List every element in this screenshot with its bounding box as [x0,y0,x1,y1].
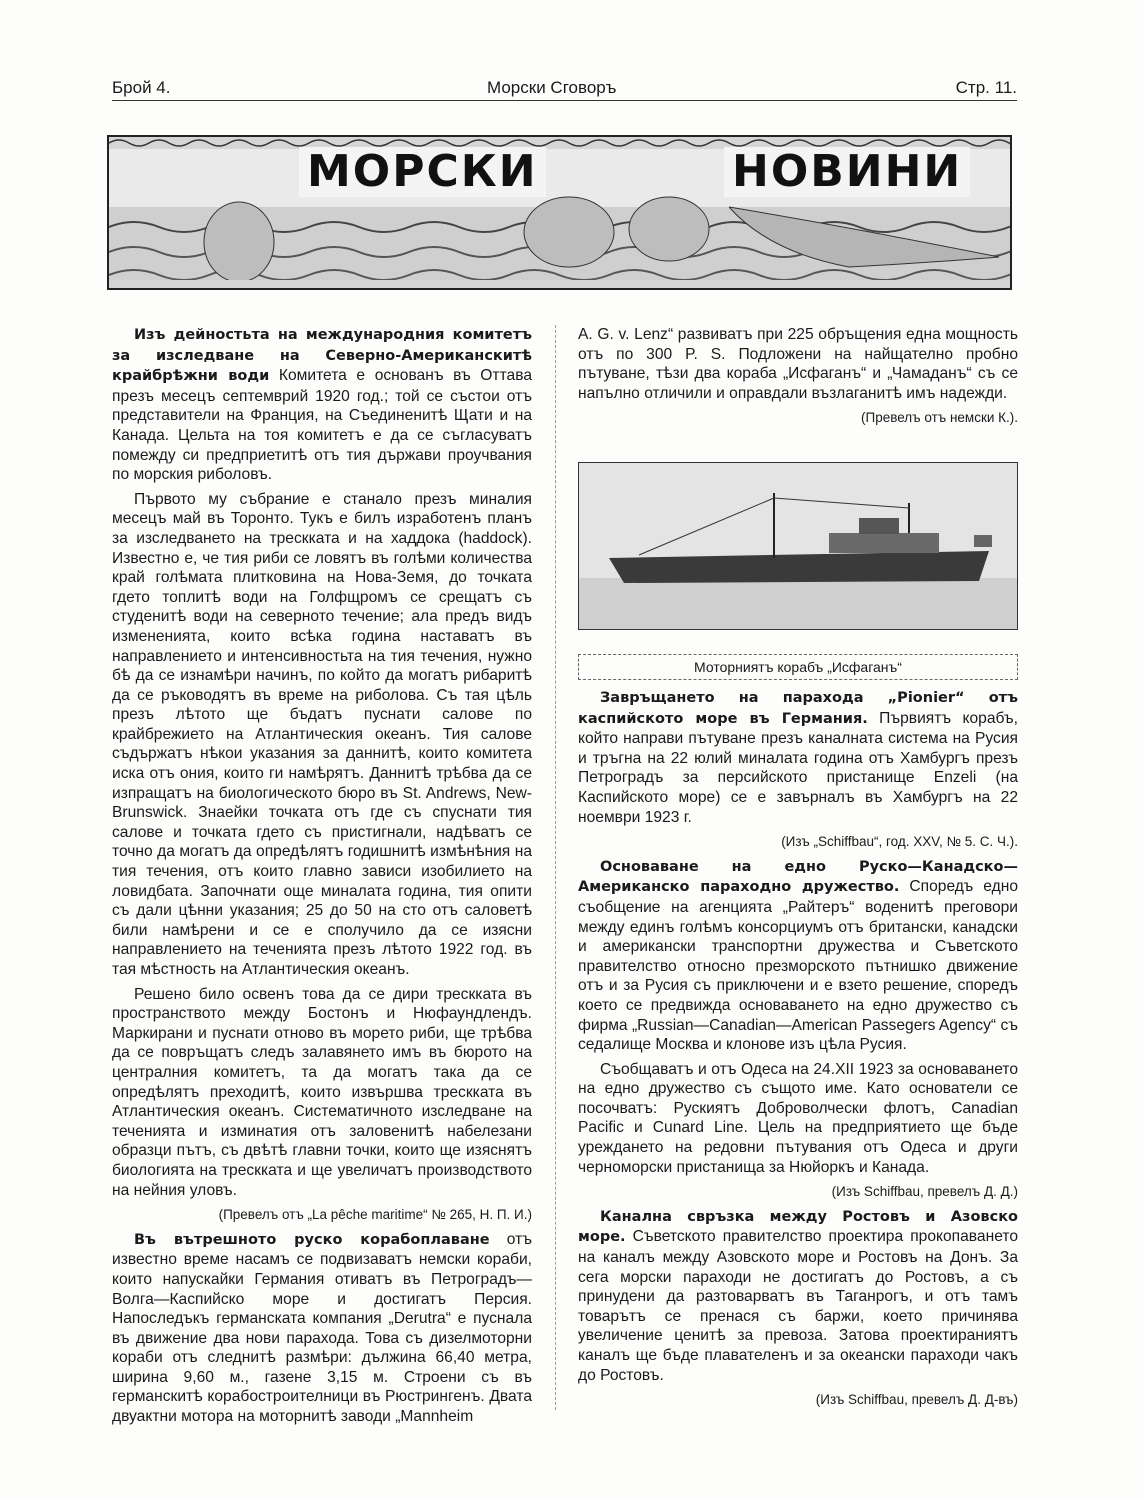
article-shipping-company [578,857,1018,1055]
paragraph: A. G. v. Lenz“ развиватъ при 225 обръщения една мощность отъ по 300 P. S. Подложени на найщателно пробно пътуване, тѣзи два кораба „Исфаганъ“ и „Чамаданъ“ съ се напълно отличили и оправдали възлаганитѣ имъ надежди. [578,326,1018,402]
ship-illustration [579,463,1018,630]
article-heading: Изъ дейностьта на международния комитетъ за изследване на Северно-Американскитѣ крайбрѣжни води [112,327,532,385]
banner-title-right: НОВИНИ [724,147,970,197]
article-text: Първиятъ корабъ, който направи пътуване презъ каналната система на Русия и тръгна на 22 юлий миналата година отъ Хамбургъ презъ Петроградъ за персийското пристанище Enzeli (на Каспийското море) се е завърналъ въ Хамбургъ на 22 ноември 1923 г. [578,709,1018,826]
article-text: отъ известно време насамъ се подвизаватъ немски кораби, които напускайки Германия отиватъ въ Петроградъ—Волга—Каспийско море и достигатъ Персия. Напоследъкъ германската компания „Derutra“ е пуснала въ движение два нови парахода. Това съ дизелмоторни кораби отъ следнитѣ размѣри: дължина 66,40 метра, ширина 9,60 м., газене 3,15 м. Строени съ въ германскитѣ корабостроителници въ Рюстрингенъ. Двата двуактни мотора на моторнитѣ заводи „Mannheim [112,1230,532,1426]
article-text: Съветското правителство проектира прокопаването на каналъ между Азовското море и Ростовъ на Донъ. За сега морски параходи не достигатъ до Ростовъ, а съ принудени да разтоварватъ въ Таганрогъ, и отъ тамъ товарътъ се пренася съ баржи, което причинява увеличение ценитѣ за превоза. Затова проектираниятъ каналъ ще бъде плавателенъ и за океански параходи чакъ до Ростовъ. [578,1228,1018,1384]
article-heading: Основаване на едно Руско—Канадско—Американско параходно дружество. [578,858,1018,896]
paragraph: Решено било освенъ това да се дири трескката въ пространството между Бостонъ и Нюфаундлендъ. Маркирани и пуснати отново въ морето риби, ще трѣбва да се повръщатъ следъ залавянето имъ въ бюрото на централния комитетъ, та да могатъ така да се опредѣлятъ преходитѣ, които извършва трескката въ Атлантическия океанъ. Систематичното изследване на теченията и изминатия отъ заловенитѣ набелезани образци пътъ, съ двѣтѣ главни точки, които ще изяснятъ биологията на трескката и ще увеличатъ производството на нейния уловъ. [112,985,532,1199]
page-number: Стр. 11. [955,78,1017,97]
paragraph: Съобщаватъ и отъ Одеса на 24.XII 1923 за основаването на едно дружество съ същото име. Като основатели се посочватъ: Рускиятъ Доброволчески флотъ, Canadian Pacific и Cunard Line. Цель на предприятието ще бъде уреждането на редовни пътувания отъ Одеса и други черноморски пристанища за Нюйоркъ и Канада. [578,1060,1018,1176]
right-column-bottom [578,688,1018,1415]
banner-title-left: МОРСКИ [299,147,546,197]
article-credit: (Изъ „Schiffbau“, год. XXV, № 5. С. Ч.). [781,834,1018,850]
article-heading: Завръщането на парахода „Pionier“ отъ каспийското море въ Германия. [578,690,1018,727]
article-pionier [578,688,1018,827]
right-column-top [578,325,1018,433]
article-committee [112,325,532,485]
article-credit: (Изъ Schiffbau, превелъ Д. Д.) [831,1184,1018,1200]
photo-caption: Моторниятъ корабъ „Исфаганъ“ [578,654,1018,680]
article-text: Споредъ едно съобщение на агенцията „Райтеръ“ воденитѣ преговори между единъ голѣмъ консорциумъ отъ британски, канадски и американски транспортни дружества и Съветското правителство относно презморското пътнишко движение отъ и за Русия съ приключени и е взето решение, споредъ което се предвижда основаването на едно дружество съ фирма „Russian—Canadian—American Passegers Agency“ съ седалище Москва и клонове изъ цѣла Русия. [578,878,1018,1054]
section-banner [107,135,1012,290]
article-credit: (Превелъ отъ немски К.). [861,410,1018,426]
article-credit: (Изъ Schiffbau, превелъ Д. Д-въ) [815,1392,1018,1408]
left-column [112,325,532,1432]
article-inland-shipping [112,1230,532,1427]
paragraph: Първото му събрание е станало презъ миналия месецъ май въ Торонто. Тукъ е билъ изработенъ планъ за изследването на трескката и на хаддока (haddock). Известно е, че тия риби се ловятъ въ голѣми количества край голѣмата плитковина на Нова-Земя, до точката гдето топлитѣ води на Голфщромъ се срещатъ съ студенитѣ води на северното течение; ала предъ видъ измененията, които всѣка година наставатъ въ направлението и интенсивностьта на тия течения, нужно бѣ да се изнамѣри начинъ, по който да могатъ рибаритѣ да се ръководятъ въ време на риболова. Съ тая цѣль презъ лѣтото ще бъдатъ пуснати салове по крайбрежието на Атлантическия океанъ. Тия салове съдържатъ нѣкои указания за даннитѣ, които комитета иска отъ ония, които ги намѣрятъ. Даннитѣ трѣбва да се изпращатъ на биологическото бюро въ St. Andrews, New-Brunswick. Знаейки точката отъ где съ спуснати тия салове и точката гдето съ пристигнали, надѣватъ се точно да могатъ да опредѣлятъ годишнитѣ измѣнѣния на тия течения, отъ които главно зависи изобилието на ловидбата. Започнати още миналата година, тия опити съ дали цѣнни указания; 25 до 50 на сто отъ саловетѣ били намѣрени и се е сполучило да се изясни направлението на теченията презъ лѣтото 1922 год. въ тая мѣстность на Атлантическия океанъ. [112,490,532,978]
journal-title: Морски Сговоръ [487,78,617,97]
article-canal [578,1207,1018,1385]
ship-photo [578,462,1018,630]
article-credit: (Превелъ отъ „La pêche maritime“ № 265, Н. П. И.) [218,1207,532,1223]
article-text: Комитета е основанъ въ Оттава презъ месецъ септемврий 1920 год.; той се състои отъ представители на Франция, на Съединенитѣ Щати и на Канада. Цельта на тоя комитетъ е да се съгласуватъ помежду си предприетитѣ отъ тия държави проучвания по морския риболовъ. [112,367,532,484]
page-header [112,78,1017,101]
column-divider [555,325,556,1410]
article-heading: Канална свръзка между Ростовъ и Азовско море. [578,1208,1018,1246]
article-heading: Въ вътрешното руско корабоплаване [134,1231,490,1248]
issue-number: Брой 4. [112,78,171,97]
